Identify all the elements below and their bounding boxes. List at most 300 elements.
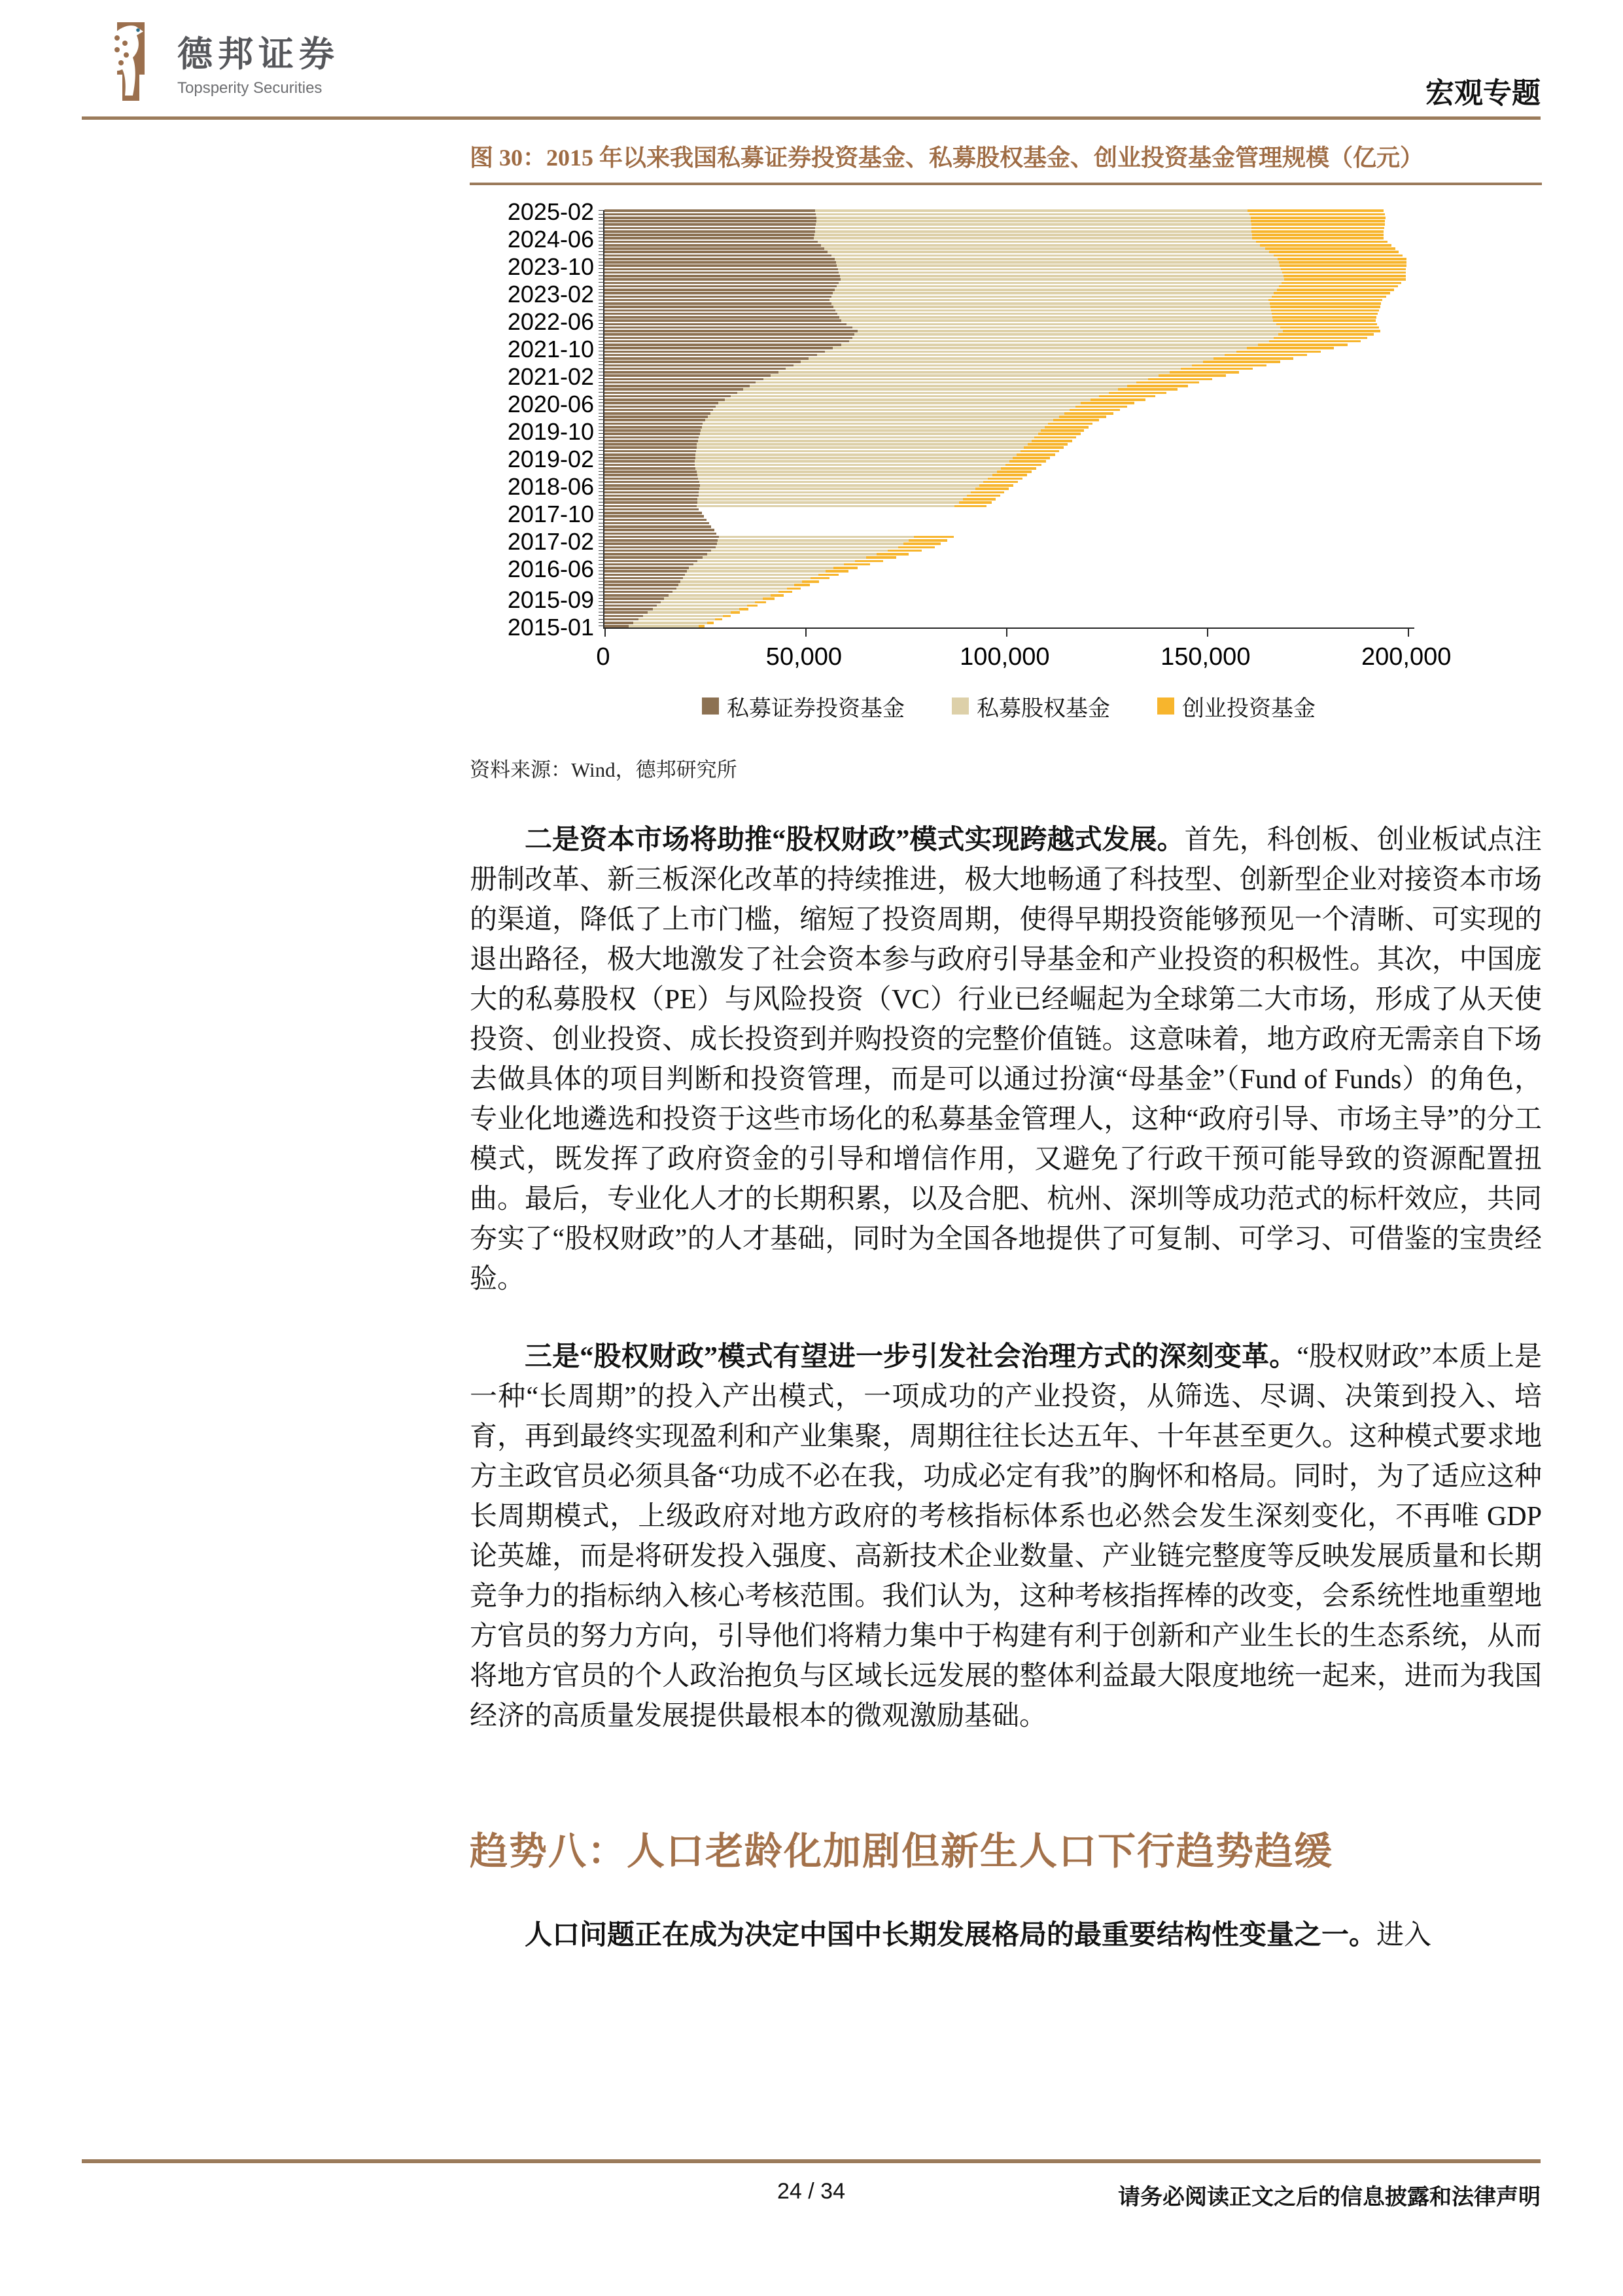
bar-segment bbox=[604, 484, 700, 487]
bar-2018-04 bbox=[604, 491, 1004, 494]
bar-2019-03 bbox=[604, 453, 1055, 456]
bar-segment bbox=[698, 478, 988, 480]
y-axis-minor-tick bbox=[599, 313, 604, 314]
y-axis-minor-tick bbox=[599, 416, 604, 417]
chart-x-axis-labels bbox=[596, 643, 1452, 676]
y-axis-minor-tick bbox=[599, 368, 604, 369]
bar-segment bbox=[814, 234, 1251, 236]
bar-segment bbox=[689, 567, 833, 569]
bar-segment bbox=[801, 361, 1203, 363]
bar-segment bbox=[1001, 467, 1036, 470]
y-axis-minor-tick bbox=[599, 502, 604, 503]
y-axis-minor-tick bbox=[599, 358, 604, 359]
bar-segment bbox=[1278, 333, 1373, 336]
bar-segment bbox=[604, 268, 838, 271]
y-axis-minor-tick bbox=[599, 423, 604, 424]
x-axis-tick bbox=[604, 627, 606, 637]
bar-segment bbox=[1009, 460, 1046, 463]
x-axis-label: 50,000 bbox=[765, 643, 843, 671]
bar-segment bbox=[699, 487, 975, 490]
bar-segment bbox=[638, 618, 715, 621]
bar-segment bbox=[747, 605, 758, 607]
bar-segment bbox=[604, 285, 837, 288]
bar-segment bbox=[711, 550, 887, 552]
bar-segment bbox=[604, 388, 743, 391]
y-axis-minor-tick bbox=[599, 564, 604, 565]
bar-2016-05 bbox=[604, 570, 848, 573]
bar-segment bbox=[778, 371, 1170, 374]
bar-segment bbox=[1181, 368, 1253, 370]
bar-segment bbox=[604, 255, 831, 257]
bar-segment bbox=[699, 491, 971, 494]
bar-segment bbox=[604, 440, 698, 442]
y-axis-minor-tick bbox=[599, 567, 604, 568]
legend-item bbox=[702, 690, 905, 722]
bar-segment bbox=[604, 618, 638, 621]
bar-segment bbox=[1280, 264, 1406, 267]
bar-segment bbox=[1251, 217, 1386, 219]
bar-segment bbox=[604, 330, 858, 332]
bar-2017-05 bbox=[604, 529, 714, 531]
bar-segment bbox=[604, 443, 697, 446]
bar-segment bbox=[1041, 429, 1084, 432]
bar-segment bbox=[707, 553, 877, 556]
bar-segment bbox=[1274, 255, 1403, 257]
report-category-label: 宏观专题 bbox=[1425, 77, 1541, 109]
bar-segment bbox=[604, 453, 695, 456]
y-axis-minor-tick bbox=[599, 289, 604, 290]
y-axis-minor-tick bbox=[599, 399, 604, 400]
bar-segment bbox=[604, 512, 702, 514]
bar-segment bbox=[604, 364, 794, 367]
bar-segment bbox=[703, 423, 1047, 425]
bar-segment bbox=[604, 409, 713, 412]
bar-segment bbox=[664, 597, 762, 600]
bar-segment bbox=[604, 319, 841, 322]
bar-segment bbox=[1159, 374, 1226, 377]
y-axis-minor-tick bbox=[599, 488, 604, 489]
bar-segment bbox=[1270, 306, 1380, 308]
y-axis-minor-tick bbox=[599, 341, 604, 342]
bar-segment bbox=[604, 474, 697, 476]
header-divider bbox=[82, 116, 1541, 120]
y-axis-minor-tick bbox=[599, 327, 604, 328]
y-axis-minor-tick bbox=[599, 560, 604, 561]
bar-segment bbox=[604, 519, 707, 521]
bar-2019-06 bbox=[604, 443, 1068, 446]
y-axis-minor-tick bbox=[599, 598, 604, 599]
bar-segment bbox=[846, 323, 1276, 326]
bar-2019-08 bbox=[604, 436, 1076, 439]
bar-segment bbox=[963, 498, 996, 501]
bar-segment bbox=[604, 351, 825, 353]
bar-segment bbox=[604, 278, 841, 281]
legend-swatch-icon bbox=[952, 698, 969, 715]
bar-2024-01 bbox=[604, 255, 1403, 257]
bar-segment bbox=[1270, 302, 1382, 305]
bar-segment bbox=[697, 505, 955, 508]
bar-segment bbox=[826, 570, 848, 573]
bar-2021-07 bbox=[604, 357, 1293, 360]
bar-2024-02 bbox=[604, 251, 1399, 253]
bar-segment bbox=[604, 309, 835, 312]
y-axis-label: 2016-06 bbox=[507, 555, 594, 582]
bar-segment bbox=[731, 611, 740, 614]
bar-segment bbox=[678, 584, 794, 586]
bar-segment bbox=[604, 546, 716, 549]
legend-swatch-icon bbox=[1157, 698, 1174, 715]
bar-segment bbox=[1028, 443, 1068, 446]
bar-2022-01 bbox=[604, 337, 1367, 340]
bar-segment bbox=[708, 415, 1059, 418]
bar-segment bbox=[1282, 282, 1402, 285]
bar-segment bbox=[643, 615, 723, 618]
bar-2021-01 bbox=[604, 378, 1212, 381]
bar-segment bbox=[833, 292, 1274, 294]
y-axis-minor-tick bbox=[599, 440, 604, 441]
bar-segment bbox=[653, 608, 739, 610]
bar-2015-02 bbox=[604, 622, 714, 624]
bar-segment bbox=[697, 443, 1028, 446]
bar-segment bbox=[718, 539, 909, 542]
y-axis-minor-tick bbox=[599, 601, 604, 602]
y-axis-minor-tick bbox=[599, 550, 604, 551]
bar-segment bbox=[1247, 347, 1334, 349]
stacked-bar-chart bbox=[470, 185, 1542, 723]
bar-segment bbox=[818, 574, 839, 576]
bar-2015-12 bbox=[604, 588, 801, 590]
bar-2020-11 bbox=[604, 385, 1188, 387]
y-axis-minor-tick bbox=[599, 306, 604, 307]
bar-segment bbox=[604, 292, 833, 294]
bar-segment bbox=[604, 282, 839, 285]
bar-segment bbox=[687, 570, 826, 573]
bar-segment bbox=[604, 591, 672, 593]
bar-2019-04 bbox=[604, 450, 1059, 453]
bar-segment bbox=[825, 351, 1236, 353]
bar-segment bbox=[794, 584, 810, 586]
bar-segment bbox=[604, 220, 816, 222]
bar-segment bbox=[696, 450, 1021, 453]
bar-segment bbox=[835, 258, 1278, 260]
bar-segment bbox=[633, 622, 707, 624]
bar-segment bbox=[841, 319, 1273, 322]
chart-plot-area bbox=[603, 210, 1414, 629]
y-axis-minor-tick bbox=[599, 622, 604, 623]
y-axis-label: 2021-02 bbox=[507, 363, 594, 391]
bar-segment bbox=[1118, 388, 1178, 391]
bar-2024-08 bbox=[604, 230, 1384, 233]
bar-segment bbox=[1273, 319, 1376, 322]
bar-segment bbox=[835, 309, 1271, 312]
bar-2017-04 bbox=[604, 533, 716, 535]
bar-segment bbox=[1017, 453, 1055, 456]
bar-segment bbox=[1277, 289, 1395, 291]
bar-segment bbox=[837, 313, 1272, 315]
bar-segment bbox=[824, 247, 1265, 250]
bar-segment bbox=[1024, 446, 1063, 449]
bar-2018-10 bbox=[604, 470, 1032, 473]
paragraph-text: 首先，科创板、创业板试点注册制改革、新三板深化改革的持续推进，极大地畅通了科技型、创新型企业对接资本市场的渠道，降低了上市门槛，缩短了投资周期，使得早期投资能够预见一个清晰、可实现的退出路径，极大地激发了社会资本参与政府引导基金和产业投资的积极性。其次，中国庞大的私募股权（PE）与风险投资（VC）行业已经崛起为全球第二大市场，形成了从天使投资、创业投资、成长投资到并购投资的完整价值链。这意味着，地方政府无需亲自下场去做具体的项目判断和投资管理，而是可以通过扮演“母基金”（Fund of Funds）的角色，专业化地遴选和投资于这些市场化的私募基金管理人，这种“政府引导、市场主导”的分工模式，既发挥了政府资金的引导和增信作用，又避免了行政干预可能导致的资源配置扭曲。最后，专业化人才的长期积累，以及合肥、杭州、深圳等成功范式的标杆效应，共同夯实了“股权财政”的人才基础，同时为全国各地提供了可复制、可学习、可借鉴的宝贵经验。 bbox=[470, 824, 1542, 1294]
x-axis-tick bbox=[1006, 627, 1007, 637]
y-axis-minor-tick bbox=[599, 286, 604, 287]
bar-segment bbox=[604, 378, 763, 381]
y-axis-minor-tick bbox=[599, 433, 604, 434]
bar-2015-05 bbox=[604, 611, 740, 614]
bar-2021-12 bbox=[604, 340, 1361, 343]
y-axis-minor-tick bbox=[599, 519, 604, 520]
y-axis-minor-tick bbox=[599, 509, 604, 510]
x-axis-label: 150,000 bbox=[1161, 643, 1251, 671]
y-axis-minor-tick bbox=[599, 615, 604, 616]
bar-segment bbox=[1045, 426, 1089, 429]
bar-segment bbox=[604, 522, 709, 525]
bar-2021-11 bbox=[604, 344, 1348, 346]
y-axis-label: 2020-06 bbox=[507, 391, 594, 418]
bar-segment bbox=[604, 296, 831, 298]
bar-segment bbox=[988, 478, 1022, 480]
bar-segment bbox=[858, 330, 1283, 332]
bar-2016-04 bbox=[604, 574, 839, 576]
bar-segment bbox=[1251, 230, 1384, 233]
bar-segment bbox=[604, 464, 695, 467]
body-paragraph bbox=[470, 1337, 1542, 1737]
y-axis-minor-tick bbox=[599, 234, 604, 235]
y-axis-minor-tick bbox=[599, 292, 604, 293]
bar-segment bbox=[833, 347, 1247, 349]
bar-segment bbox=[604, 560, 697, 563]
paragraph-lead-bold: 人口问题正在成为决定中国中长期发展格局的最重要结构性变量之一。 bbox=[525, 1920, 1377, 1951]
bar-segment bbox=[695, 467, 1002, 470]
figure-title: 图 30：2015 年以来我国私募证券投资基金、私募股权基金、创业投资基金管理规模（亿元） bbox=[470, 145, 1424, 171]
bar-segment bbox=[831, 296, 1272, 298]
bar-segment bbox=[815, 227, 1251, 230]
bar-segment bbox=[604, 622, 633, 624]
bar-segment bbox=[854, 333, 1278, 336]
bar-segment bbox=[1258, 344, 1347, 346]
bar-2023-09 bbox=[604, 268, 1406, 271]
bar-segment bbox=[1081, 402, 1134, 404]
bar-2015-10 bbox=[604, 594, 784, 597]
bar-segment bbox=[700, 484, 979, 487]
bar-2015-07 bbox=[604, 605, 758, 607]
bar-segment bbox=[604, 227, 815, 230]
bar-2022-06 bbox=[604, 319, 1376, 322]
x-axis-label: 200,000 bbox=[1361, 643, 1452, 671]
bar-segment bbox=[707, 622, 714, 624]
paragraph-text: 进入 bbox=[1376, 1920, 1432, 1951]
bar-segment bbox=[604, 306, 833, 308]
content-column bbox=[470, 128, 1542, 1956]
bar-segment bbox=[839, 272, 1282, 274]
bar-2024-11 bbox=[604, 220, 1385, 222]
bar-2020-06 bbox=[604, 402, 1134, 404]
page-header bbox=[82, 20, 1541, 118]
bar-segment bbox=[604, 429, 701, 432]
y-axis-minor-tick bbox=[599, 464, 604, 465]
bar-segment bbox=[1099, 395, 1155, 398]
bar-segment bbox=[604, 385, 750, 387]
topsperity-leopard-logo-icon bbox=[82, 20, 166, 103]
bar-segment bbox=[604, 258, 835, 260]
bar-2022-10 bbox=[604, 306, 1380, 308]
y-axis-minor-tick bbox=[599, 474, 604, 475]
bar-segment bbox=[903, 542, 941, 545]
bar-segment bbox=[604, 505, 697, 508]
bar-segment bbox=[705, 419, 1053, 421]
bar-segment bbox=[821, 244, 1261, 247]
bar-2015-06 bbox=[604, 608, 748, 610]
bar-segment bbox=[1251, 223, 1385, 226]
y-axis-label: 2024-06 bbox=[507, 226, 594, 253]
bar-2023-03 bbox=[604, 289, 1394, 291]
y-axis-minor-tick bbox=[599, 272, 604, 273]
bar-segment bbox=[604, 615, 643, 618]
bar-segment bbox=[604, 501, 697, 504]
bar-2022-04 bbox=[604, 327, 1379, 329]
bar-segment bbox=[1127, 385, 1188, 387]
bar-segment bbox=[1282, 272, 1406, 274]
y-axis-minor-tick bbox=[599, 248, 604, 249]
bar-segment bbox=[852, 337, 1274, 340]
bar-segment bbox=[844, 563, 870, 566]
y-axis-minor-tick bbox=[599, 282, 604, 283]
bar-segment bbox=[1260, 244, 1391, 247]
bar-2023-06 bbox=[604, 278, 1406, 281]
bar-segment bbox=[716, 546, 898, 549]
bar-2018-11 bbox=[604, 467, 1036, 470]
x-axis-tick bbox=[1408, 627, 1409, 637]
bar-segment bbox=[604, 570, 687, 573]
x-axis-label: 100,000 bbox=[960, 643, 1050, 671]
bar-segment bbox=[1064, 412, 1113, 415]
bar-segment bbox=[1213, 357, 1293, 360]
bar-segment bbox=[838, 268, 1282, 271]
bar-segment bbox=[604, 536, 719, 539]
bar-2024-04 bbox=[604, 244, 1391, 247]
y-axis-minor-tick bbox=[599, 268, 604, 269]
bar-segment bbox=[756, 381, 1136, 384]
bar-segment bbox=[1005, 464, 1041, 467]
chart-y-axis-labels bbox=[470, 198, 594, 641]
y-axis-minor-tick bbox=[599, 265, 604, 266]
y-axis-minor-tick bbox=[599, 495, 604, 496]
bar-segment bbox=[604, 237, 814, 239]
bar-segment bbox=[604, 601, 661, 604]
bar-2025-01 bbox=[604, 213, 1385, 216]
page-footer bbox=[82, 2179, 1541, 2218]
y-axis-minor-tick bbox=[599, 529, 604, 530]
bar-segment bbox=[604, 223, 816, 226]
bar-segment bbox=[719, 536, 914, 539]
bar-segment bbox=[604, 374, 771, 377]
bar-segment bbox=[700, 433, 1038, 435]
bar-segment bbox=[817, 354, 1225, 357]
y-axis-minor-tick bbox=[599, 447, 604, 448]
bar-segment bbox=[723, 615, 731, 618]
bar-2016-03 bbox=[604, 577, 829, 580]
bar-2023-02 bbox=[604, 292, 1390, 294]
bar-segment bbox=[604, 550, 711, 552]
bar-segment bbox=[604, 327, 852, 329]
paragraph-text: “股权财政”本质上是一种“长周期”的投入产出模式，一项成功的产业投资，从筛选、尽调、决策到投入、培育，再到最终实现盈利和产业集聚，周期往往长达五年、十年甚至更久。这种模式要求地方主政官员必须具备“功成不必在我，功成必定有我”的胸怀和格局。同时，为了适应这种长周期模式，上级政府对地方政府的考核指标体系也必然会发生深刻变化，不再唯 GDP 论英雄，而是将研发投入强度、高新技术企业数量、产业链完整度等反映发展质量和长期竞争力的指标纳入核心考核范围。我们认为，这种考核指挥棒的改变，会系统性地重塑地方官员的努力方向，引导他们将精力集中于构建有利于创新和产业生长的生态系统，从而将地方官员的个人政治抱负与区域长远发展的整体利益最大限度地统一起来，进而为我国经济的高质量发展提供最根本的微观激励基础。 bbox=[470, 1341, 1542, 1731]
y-axis-minor-tick bbox=[599, 330, 604, 331]
bar-2018-09 bbox=[604, 474, 1027, 476]
bar-2018-03 bbox=[604, 495, 1000, 497]
bar-segment bbox=[1272, 316, 1377, 319]
bar-2018-12 bbox=[604, 464, 1041, 467]
bar-segment bbox=[914, 536, 954, 539]
bar-segment bbox=[1279, 261, 1406, 264]
bar-segment bbox=[604, 542, 717, 545]
bar-segment bbox=[833, 567, 858, 569]
y-axis-minor-tick bbox=[599, 471, 604, 472]
bar-segment bbox=[604, 611, 648, 614]
bar-segment bbox=[837, 264, 1280, 267]
bar-2017-07 bbox=[604, 522, 709, 525]
y-axis-minor-tick bbox=[599, 364, 604, 365]
bar-2020-12 bbox=[604, 381, 1199, 384]
bar-segment bbox=[731, 395, 1100, 398]
bar-segment bbox=[680, 580, 802, 583]
bar-segment bbox=[604, 491, 699, 494]
bar-2018-05 bbox=[604, 487, 1009, 490]
bar-2015-01 bbox=[604, 625, 705, 627]
bar-segment bbox=[604, 275, 840, 277]
bar-segment bbox=[648, 611, 731, 614]
bar-segment bbox=[604, 567, 689, 569]
chart-legend bbox=[603, 690, 1414, 722]
bar-segment bbox=[604, 478, 698, 480]
bar-segment bbox=[604, 597, 664, 600]
bar-segment bbox=[1268, 299, 1382, 302]
bar-segment bbox=[877, 553, 909, 556]
bar-segment bbox=[604, 209, 815, 212]
bar-segment bbox=[604, 426, 702, 429]
bar-segment bbox=[831, 255, 1274, 257]
bar-segment bbox=[1269, 340, 1361, 343]
bar-segment bbox=[604, 563, 693, 566]
y-axis-minor-tick bbox=[599, 512, 604, 513]
bar-segment bbox=[604, 625, 629, 627]
bar-segment bbox=[1053, 419, 1100, 421]
bar-2020-08 bbox=[604, 395, 1155, 398]
brand bbox=[82, 20, 1541, 103]
bar-segment bbox=[657, 605, 747, 607]
bar-segment bbox=[1249, 213, 1385, 216]
bar-segment bbox=[771, 594, 784, 597]
bar-segment bbox=[778, 591, 792, 593]
bar-2018-07 bbox=[604, 481, 1018, 484]
bar-2021-09 bbox=[604, 351, 1321, 353]
y-axis-minor-tick bbox=[599, 454, 604, 455]
y-axis-minor-tick bbox=[599, 581, 604, 582]
bar-segment bbox=[763, 597, 775, 600]
bar-2021-10 bbox=[604, 347, 1334, 349]
bar-2015-04 bbox=[604, 615, 731, 618]
y-axis-minor-tick bbox=[599, 210, 604, 211]
bar-segment bbox=[604, 344, 841, 346]
bar-2023-11 bbox=[604, 261, 1406, 264]
section-heading: 趋势八：人口老龄化加剧但新生人口下行趋势趋缓 bbox=[470, 1829, 1334, 1873]
bar-segment bbox=[1248, 209, 1383, 212]
bar-segment bbox=[837, 285, 1279, 288]
bar-2023-01 bbox=[604, 296, 1386, 298]
bar-segment bbox=[604, 423, 703, 425]
bar-segment bbox=[604, 241, 818, 243]
bar-segment bbox=[1075, 406, 1127, 408]
bar-segment bbox=[604, 302, 831, 305]
